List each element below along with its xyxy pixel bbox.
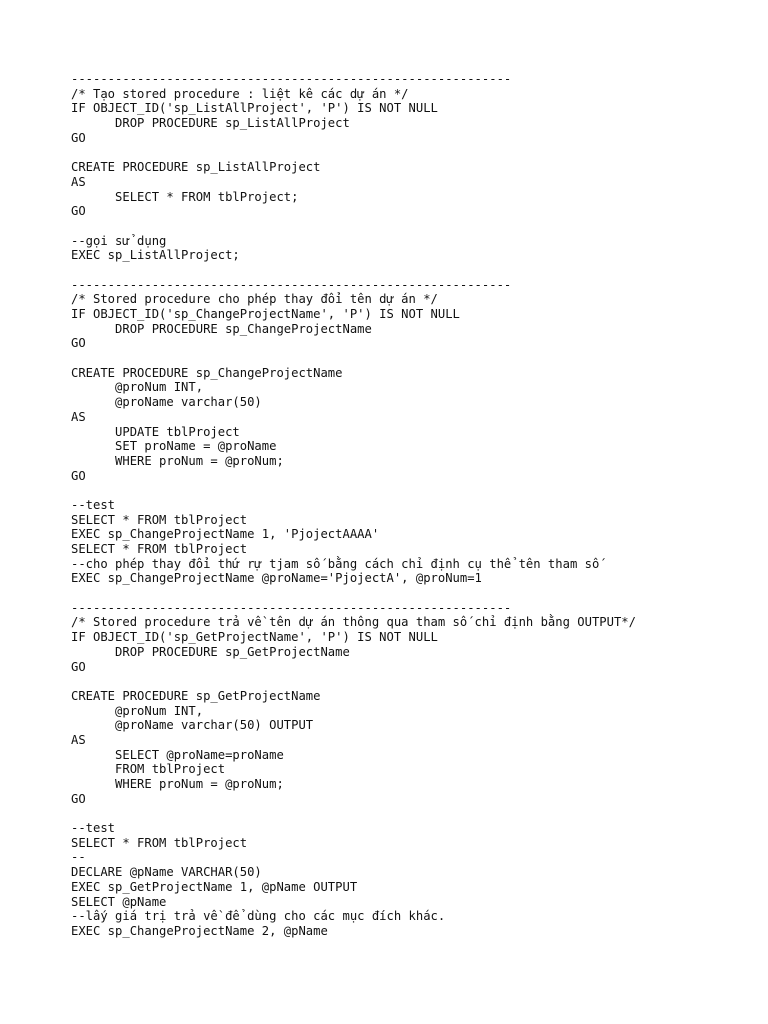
code-line: GO bbox=[71, 659, 86, 674]
code-line: DROP PROCEDURE sp_ChangeProjectName bbox=[71, 321, 372, 336]
code-line: CREATE PROCEDURE sp_GetProjectName bbox=[71, 688, 321, 703]
code-line: SELECT @proName=proName bbox=[71, 747, 284, 762]
code-line: @proName varchar(50) bbox=[71, 395, 262, 410]
blank-line bbox=[71, 219, 751, 234]
blank-line bbox=[71, 483, 751, 498]
sql-code-block bbox=[71, 72, 751, 939]
code-line: SELECT * FROM tblProject bbox=[71, 835, 248, 850]
code-line: GO bbox=[71, 130, 86, 145]
blank-line bbox=[71, 145, 751, 160]
code-line: /* Stored procedure cho phép thay đổi tên dự án */ bbox=[71, 292, 438, 307]
code-line: GO bbox=[71, 468, 86, 483]
code-line: --test bbox=[71, 497, 116, 512]
code-line: EXEC sp_ChangeProjectName 2, @pName bbox=[71, 923, 328, 938]
code-line: AS bbox=[71, 409, 86, 424]
code-line: DROP PROCEDURE sp_GetProjectName bbox=[71, 644, 350, 659]
blank-line bbox=[71, 263, 751, 278]
code-line: ------------------------------------------------------------ bbox=[71, 600, 512, 615]
code-line: --test bbox=[71, 821, 116, 836]
code-line: EXEC sp_ChangeProjectName 1, 'PjojectAAAA' bbox=[71, 527, 380, 542]
code-line: ------------------------------------------------------------ bbox=[71, 277, 512, 292]
code-line: GO bbox=[71, 791, 86, 806]
code-line: --gọi sử dụng bbox=[71, 233, 167, 248]
code-line: @proNum INT, bbox=[71, 703, 204, 718]
blank-line bbox=[71, 674, 751, 689]
code-line: --cho phép thay đổi thứ rự tjam số bằng cách chỉ định cụ thể tên tham số bbox=[71, 556, 600, 571]
code-line: /* Tạo stored procedure : liệt kê các dự án */ bbox=[71, 86, 409, 101]
code-line: SELECT * FROM tblProject; bbox=[71, 189, 299, 204]
blank-line bbox=[71, 351, 751, 366]
blank-line bbox=[71, 586, 751, 601]
code-line: AS bbox=[71, 174, 86, 189]
code-line: /* Stored procedure trả về tên dự án thông qua tham số chỉ định bằng OUTPUT*/ bbox=[71, 615, 636, 630]
code-line: AS bbox=[71, 732, 86, 747]
code-line: IF OBJECT_ID('sp_ListAllProject', 'P') IS NOT NULL bbox=[71, 101, 438, 116]
code-line: GO bbox=[71, 204, 86, 219]
code-line: SET proName = @proName bbox=[71, 439, 277, 454]
code-line: WHERE proNum = @proNum; bbox=[71, 453, 284, 468]
code-line: IF OBJECT_ID('sp_ChangeProjectName', 'P') IS NOT NULL bbox=[71, 307, 460, 321]
code-line: --lấy giá trị trả về để dùng cho các mục đích khác. bbox=[71, 909, 446, 924]
code-line: EXEC sp_GetProjectName 1, @pName OUTPUT bbox=[71, 879, 358, 894]
code-line: ------------------------------------------------------------ bbox=[71, 72, 512, 86]
code-line: UPDATE tblProject bbox=[71, 424, 240, 439]
code-line: @proNum INT, bbox=[71, 380, 204, 395]
code-line: EXEC sp_ChangeProjectName @proName='PjojectA', @proNum=1 bbox=[71, 571, 482, 586]
code-line: EXEC sp_ListAllProject; bbox=[71, 248, 240, 263]
code-line: CREATE PROCEDURE sp_ListAllProject bbox=[71, 160, 321, 175]
code-line: -- bbox=[71, 850, 86, 865]
code-line: DECLARE @pName VARCHAR(50) bbox=[71, 865, 262, 880]
code-line: SELECT @pName bbox=[71, 894, 167, 909]
blank-line bbox=[71, 806, 751, 821]
code-line: SELECT * FROM tblProject bbox=[71, 542, 248, 556]
code-line: CREATE PROCEDURE sp_ChangeProjectName bbox=[71, 365, 343, 380]
code-line: GO bbox=[71, 336, 86, 351]
code-line: @proName varchar(50) OUTPUT bbox=[71, 718, 314, 733]
code-line: SELECT * FROM tblProject bbox=[71, 512, 248, 527]
code-line: FROM tblProject bbox=[71, 762, 226, 777]
code-line: WHERE proNum = @proNum; bbox=[71, 777, 284, 791]
code-line: DROP PROCEDURE sp_ListAllProject bbox=[71, 116, 350, 131]
code-line: IF OBJECT_ID('sp_GetProjectName', 'P') IS NOT NULL bbox=[71, 630, 438, 645]
